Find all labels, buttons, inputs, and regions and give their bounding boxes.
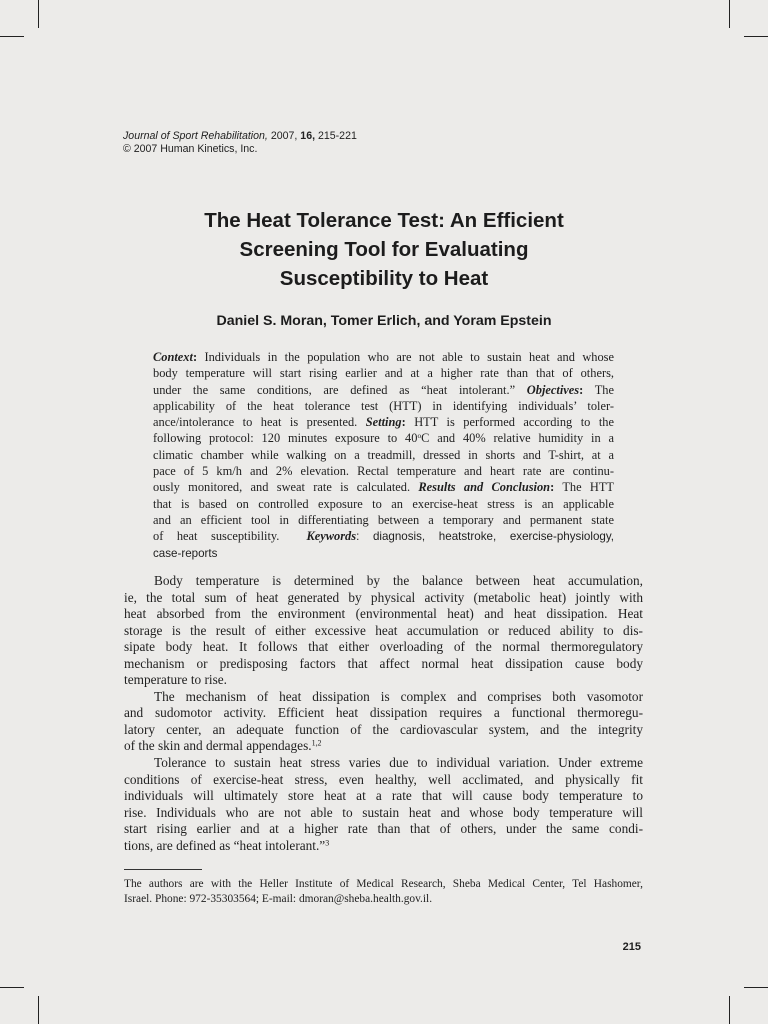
abstract-text: C and 40% relative humidity in a <box>421 431 614 446</box>
footnote-divider <box>124 869 202 870</box>
journal-citation <box>123 130 357 156</box>
body-line <box>124 838 643 855</box>
body-line: conditions of exercise-heat stress, even healthy, well acclimated, and physically fit <box>124 771 643 787</box>
objectives-label: Objectives <box>526 382 580 397</box>
title-line: Susceptibility to Heat <box>279 267 489 290</box>
journal-pages: 215-221 <box>317 130 357 142</box>
crop-mark <box>38 0 39 28</box>
body-line: individuals will ultimately store heat at a rate that will cause body temperature to <box>124 788 643 804</box>
abstract-text: Individuals in the population who are not able to sustain heat and whose <box>204 350 614 364</box>
abstract-line <box>153 430 614 446</box>
body-line: Tolerance to sustain heat stress varies due to individual variation. Under extreme <box>154 755 643 771</box>
body-line: Body temperature is determined by the balance between heat accumulation, <box>154 573 643 588</box>
abstract-text: The HTT <box>562 480 614 495</box>
abstract-line <box>153 528 614 545</box>
context-label: Context <box>153 350 193 364</box>
footnote-line: Israel. Phone: 972-35303564; E-mail: dmoran@sheba.health.gov.il. <box>124 893 433 905</box>
body-line: storage is the result of either excessive heat accumulation or reduced ability to dis- <box>124 622 643 638</box>
abstract-text: HTT is performed according to the <box>414 415 614 430</box>
abstract-line: ance/intolerance to heat is presented. Setting: HTT is performed according to the <box>153 415 614 430</box>
body-text <box>124 573 643 854</box>
abstract-line: applicability of the heat tolerance test (HTT) in identifying individuals’ toler- <box>153 398 614 413</box>
body-line: ie, the total sum of heat generated by physical activity (metabolic heat) jointly with <box>124 589 643 605</box>
crop-mark <box>744 36 768 37</box>
citation-ref: 3 <box>325 838 330 848</box>
abstract-line: under the same conditions, are defined as “heat intolerant.” Objectives: The <box>153 382 614 397</box>
citation-ref: 1,2 <box>311 739 322 749</box>
title-line: Screening Tool for Evaluating <box>239 238 529 261</box>
crop-mark <box>0 987 24 988</box>
body-line <box>124 738 643 755</box>
body-line: temperature to rise. <box>124 672 228 688</box>
abstract-line: climatic chamber while walking on a treadmill, dressed in shorts and T-shirt, at a <box>153 447 614 462</box>
abstract-text: following protocol: 120 minutes exposure to 40 <box>153 431 418 446</box>
abstract-text: ously monitored, and sweat rate is calculated. <box>153 480 411 495</box>
abstract-line: body temperature will start rising earlier and at a higher rate than that of others, <box>153 366 614 381</box>
crop-mark <box>744 987 768 988</box>
abstract <box>153 349 614 562</box>
body-line: The mechanism of heat dissipation is complex and comprises both vasomotor <box>154 688 643 704</box>
results-label: Results and Conclusion <box>418 480 551 495</box>
abstract-line: ously monitored, and sweat rate is calculated. Results and Conclusion: The HTT <box>153 480 614 495</box>
crop-mark <box>729 0 730 28</box>
body-line: rise. Individuals who are not able to sustain heat and whose body temperature will <box>124 804 643 820</box>
journal-volume: 16, <box>300 130 316 142</box>
author-list: Daniel S. Moran, Tomer Erlich, and Yoram Epstein <box>216 313 552 329</box>
abstract-text: The <box>594 382 614 397</box>
degree-symbol: o <box>417 431 422 441</box>
keywords-label: Keywords <box>306 529 357 544</box>
copyright: © 2007 Human Kinetics, Inc. <box>123 143 258 155</box>
page-number: 215 <box>622 941 641 953</box>
abstract-text: under the same conditions, are defined as “heat intolerant.” <box>153 382 516 397</box>
keywords-list: : diagnosis, heatstroke, exercise-physiology, <box>356 530 614 544</box>
footnote <box>124 877 643 907</box>
abstract-line: pace of 5 km/h and 2% elevation. Rectal temperature and heart rate are continu- <box>153 464 614 479</box>
abstract-line: Context: Individuals in the population who are not able to sustain heat and whose <box>153 350 614 364</box>
abstract-line: case-reports <box>153 546 218 560</box>
body-text-span: of the skin and dermal appendages. <box>124 738 312 754</box>
body-line: and sudomotor activity. Efficient heat dissipation requires a functional thermoregu- <box>124 705 643 721</box>
abstract-line: and an efficient tool in differentiating between a temporary and permanent state <box>153 512 614 527</box>
body-line: sipate body heat. It follows that either overloading of the normal thermoregulatory <box>124 639 643 655</box>
abstract-text: of heat susceptibility. <box>153 529 280 544</box>
body-line: heat absorbed from the environment (environmental heat) and heat dissipation. Heat <box>124 606 643 622</box>
title-line: The Heat Tolerance Test: An Efficient <box>204 209 564 232</box>
setting-label: Setting <box>365 415 402 430</box>
body-line: latory center, an adequate function of the cardiovascular system, and the integrity <box>124 721 643 737</box>
abstract-text: ance/intolerance to heat is presented. <box>153 415 358 430</box>
abstract-line: that is based on controlled exposure to an exercise-heat stress is an applicable <box>153 496 614 511</box>
body-text-span: tions, are defined as “heat intolerant.” <box>124 837 326 853</box>
journal-name: Journal of Sport Rehabilitation, <box>123 130 268 142</box>
footnote-line: The authors are with the Heller Institute of Medical Research, Sheba Medical Center, Tel Hashomer, <box>124 878 643 890</box>
body-line: mechanism or predisposing factors that affect normal heat dissipation cause body <box>124 655 643 671</box>
article-title <box>110 206 658 293</box>
crop-mark <box>0 36 24 37</box>
crop-mark <box>38 996 39 1024</box>
crop-mark <box>729 996 730 1024</box>
body-line: start rising earlier and at a higher rate than that of others, under the same condi- <box>124 821 643 837</box>
journal-year: 2007, <box>270 130 298 142</box>
